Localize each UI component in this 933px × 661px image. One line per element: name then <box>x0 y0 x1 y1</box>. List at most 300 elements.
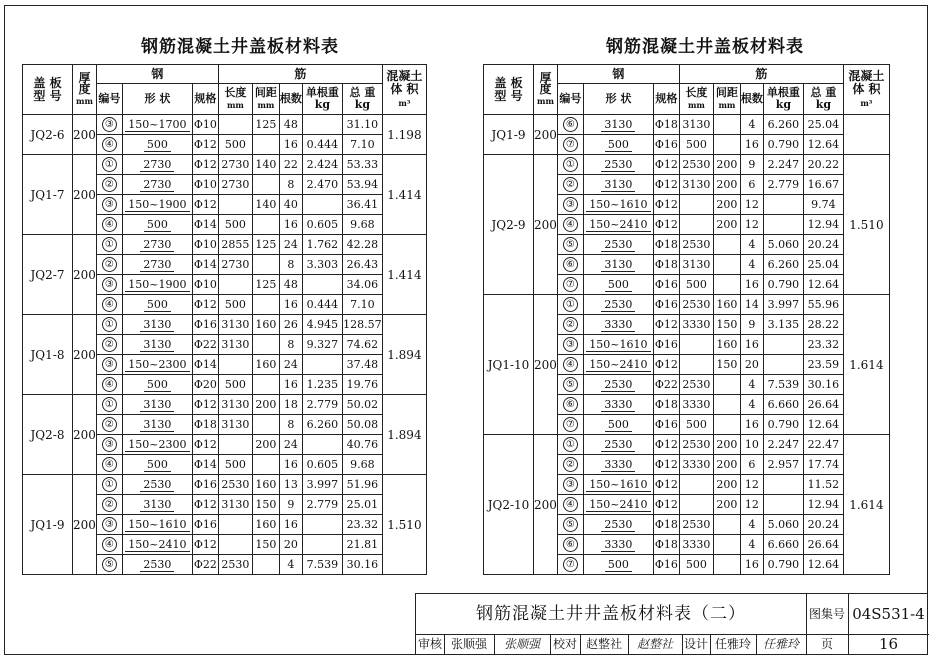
bar-shape: 3130 <box>140 399 174 412</box>
bar-unit: 0.605 <box>302 455 342 475</box>
bar-number-cell <box>557 395 583 415</box>
bar-shape: 500 <box>144 139 171 152</box>
plate-thickness: 200 <box>73 155 97 235</box>
header-concrete <box>382 65 426 115</box>
bar-number-cell <box>96 275 122 295</box>
bar-count: 24 <box>279 435 302 455</box>
bar-unit <box>302 115 342 135</box>
bar-length: 500 <box>218 215 252 235</box>
bar-length <box>218 435 252 455</box>
header-text: 型 号 <box>494 88 523 103</box>
bar-unit: 6.260 <box>302 415 342 435</box>
bar-spacing: 160 <box>252 475 279 495</box>
bar-number: ⑤ <box>102 557 117 572</box>
bar-spacing <box>252 135 279 155</box>
header-thickness <box>534 65 558 115</box>
bar-number: ④ <box>102 537 117 552</box>
bar-spacing: 200 <box>713 475 740 495</box>
bar-number: ② <box>563 457 578 472</box>
bar-unit: 0.444 <box>302 295 342 315</box>
bar-unit: 3.997 <box>302 475 342 495</box>
bar-number: ⑤ <box>563 237 578 252</box>
bar-shape-cell <box>122 335 192 355</box>
bar-total: 9.74 <box>803 195 843 215</box>
bar-number-cell <box>557 515 583 535</box>
table-row <box>484 155 890 175</box>
bar-number: ④ <box>102 457 117 472</box>
bar-length <box>218 355 252 375</box>
bar-total: 30.16 <box>803 375 843 395</box>
bar-shape: 3130 <box>140 319 174 332</box>
bar-number-cell <box>557 295 583 315</box>
bar-count: 16 <box>740 135 763 155</box>
bar-total: 28.22 <box>803 315 843 335</box>
bar-spec: Φ18 <box>653 235 679 255</box>
bar-unit: 2.957 <box>763 455 803 475</box>
bar-spacing: 150 <box>252 535 279 555</box>
header-col-space-1 <box>713 84 740 115</box>
table-row <box>23 235 427 255</box>
bar-spec: Φ16 <box>653 275 679 295</box>
header-text: 规格 <box>655 92 678 105</box>
bar-shape: 2530 <box>140 559 174 572</box>
plate-model: JQ2-6 <box>23 115 73 155</box>
bar-spacing: 200 <box>713 155 740 175</box>
bar-number-cell <box>557 175 583 195</box>
right-table-title: 钢筋混凝土井盖板材料表 <box>606 37 804 57</box>
table-row <box>484 435 890 455</box>
bar-number: ① <box>102 317 117 332</box>
bar-number: ⑦ <box>563 277 578 292</box>
bar-number-cell <box>96 315 122 335</box>
bar-count: 16 <box>279 375 302 395</box>
bar-length <box>218 115 252 135</box>
bar-number-cell <box>96 515 122 535</box>
bar-spacing: 200 <box>252 435 279 455</box>
bar-shape-cell <box>122 455 192 475</box>
bar-count: 48 <box>279 115 302 135</box>
bar-shape-cell <box>122 275 192 295</box>
bar-unit <box>763 215 803 235</box>
bar-spacing <box>713 135 740 155</box>
bar-shape-cell <box>583 235 653 255</box>
bar-unit <box>763 495 803 515</box>
bar-length: 2530 <box>679 375 713 395</box>
bar-length: 3330 <box>679 395 713 415</box>
bar-shape: 3130 <box>601 259 635 272</box>
bar-shape-cell <box>583 295 653 315</box>
bar-number-cell <box>96 155 122 175</box>
bar-number-cell <box>96 455 122 475</box>
bar-shape-cell <box>122 175 192 195</box>
reviewer-signature: 张顺强 <box>494 634 551 654</box>
header-text: 间距 <box>715 86 738 99</box>
bar-length: 3130 <box>218 395 252 415</box>
bar-spacing: 150 <box>252 495 279 515</box>
plate-thickness: 200 <box>73 315 97 395</box>
bar-length: 3330 <box>679 535 713 555</box>
bar-shape-cell <box>122 215 192 235</box>
bar-shape: 3130 <box>140 499 174 512</box>
bar-shape: 150~1900 <box>125 279 189 292</box>
bar-number: ② <box>102 337 117 352</box>
bar-spacing <box>713 515 740 535</box>
bar-spec: Φ12 <box>192 535 218 555</box>
table-row <box>23 315 427 335</box>
bar-count: 4 <box>740 235 763 255</box>
concrete-volume: 1.510 <box>843 155 889 295</box>
checker-signature: 赵整社 <box>628 634 683 654</box>
bar-shape-cell <box>583 195 653 215</box>
title-block <box>415 593 928 655</box>
bar-spacing: 200 <box>713 195 740 215</box>
header-text: 盖 板 <box>33 75 62 90</box>
bar-length: 2530 <box>679 235 713 255</box>
bar-length: 2730 <box>218 255 252 275</box>
bar-total: 26.64 <box>803 395 843 415</box>
bar-spec: Φ12 <box>192 135 218 155</box>
bar-shape: 150~2410 <box>586 499 650 512</box>
header-text: mm <box>536 95 554 106</box>
bar-number-cell <box>557 455 583 475</box>
bar-spec: Φ12 <box>653 315 679 335</box>
plate-model: JQ1-10 <box>484 295 534 435</box>
bar-count: 12 <box>740 195 763 215</box>
bar-count: 20 <box>740 355 763 375</box>
bar-shape-cell <box>583 435 653 455</box>
bar-unit <box>763 195 803 215</box>
bar-length: 500 <box>218 135 252 155</box>
bar-number-cell <box>557 555 583 575</box>
design-label: 设计 <box>682 634 711 654</box>
bar-total: 20.24 <box>803 515 843 535</box>
bar-count: 8 <box>279 335 302 355</box>
bar-number-cell <box>96 115 122 135</box>
bar-spacing: 125 <box>252 235 279 255</box>
bar-count: 8 <box>279 415 302 435</box>
bar-unit <box>763 475 803 495</box>
bar-spec: Φ18 <box>653 255 679 275</box>
bar-number-cell <box>96 135 122 155</box>
bar-unit: 7.539 <box>302 555 342 575</box>
bar-shape-cell <box>583 455 653 475</box>
bar-count: 4 <box>740 515 763 535</box>
bar-shape: 150~1610 <box>586 479 650 492</box>
bar-length: 2855 <box>218 235 252 255</box>
bar-shape: 2530 <box>601 239 635 252</box>
bar-spec: Φ12 <box>653 215 679 235</box>
bar-length: 3130 <box>679 175 713 195</box>
bar-number: ⑦ <box>563 557 578 572</box>
plate-model: JQ1-8 <box>23 315 73 395</box>
bar-shape-cell <box>122 555 192 575</box>
bar-shape-cell <box>583 475 653 495</box>
bar-spec: Φ16 <box>653 295 679 315</box>
bar-shape-cell <box>583 535 653 555</box>
bar-unit <box>302 435 342 455</box>
plate-thickness: 200 <box>73 235 97 315</box>
bar-count: 16 <box>740 275 763 295</box>
bar-length: 2530 <box>679 435 713 455</box>
bar-length: 2530 <box>679 295 713 315</box>
bar-number: ④ <box>102 377 117 392</box>
bar-length: 2730 <box>218 175 252 195</box>
plate-thickness: 200 <box>73 475 97 575</box>
bar-shape-cell <box>583 275 653 295</box>
bar-unit: 5.060 <box>763 235 803 255</box>
bar-unit: 6.260 <box>763 115 803 135</box>
header-text: 根数 <box>740 92 763 105</box>
bar-total: 31.10 <box>342 115 382 135</box>
bar-unit: 2.424 <box>302 155 342 175</box>
bar-shape: 3130 <box>140 419 174 432</box>
bar-total: 42.28 <box>342 235 382 255</box>
bar-spacing: 140 <box>252 195 279 215</box>
header-text: 混凝土 <box>386 68 423 83</box>
bar-spacing: 160 <box>252 515 279 535</box>
bar-number-cell <box>557 195 583 215</box>
bar-shape-cell <box>122 195 192 215</box>
bar-length: 2530 <box>679 515 713 535</box>
bar-spec: Φ18 <box>653 515 679 535</box>
bar-spec: Φ14 <box>192 455 218 475</box>
bar-shape-cell <box>583 155 653 175</box>
bar-spec: Φ14 <box>192 255 218 275</box>
bar-count: 6 <box>740 455 763 475</box>
bar-shape: 2530 <box>601 379 635 392</box>
bar-number: ⑥ <box>563 397 578 412</box>
bar-spacing <box>252 335 279 355</box>
plate-thickness: 200 <box>73 115 97 155</box>
table-row <box>484 115 890 135</box>
header-thickness <box>73 65 97 115</box>
bar-number-cell <box>557 475 583 495</box>
bar-length <box>679 215 713 235</box>
plate-model: JQ1-9 <box>484 115 534 155</box>
bar-spec: Φ12 <box>653 195 679 215</box>
plate-thickness: 200 <box>73 395 97 475</box>
plate-model: JQ2-8 <box>23 395 73 475</box>
bar-count: 16 <box>740 555 763 575</box>
header-text: 厚 <box>78 70 91 85</box>
bar-spec: Φ12 <box>653 355 679 375</box>
plate-model: JQ1-9 <box>23 475 73 575</box>
bar-spacing <box>713 255 740 275</box>
bar-count: 9 <box>279 495 302 515</box>
bar-number: ④ <box>563 217 578 232</box>
bar-spec: Φ18 <box>653 115 679 135</box>
plate-thickness: 200 <box>534 115 558 155</box>
bar-number: ⑥ <box>563 257 578 272</box>
bar-unit: 2.470 <box>302 175 342 195</box>
bar-number-cell <box>96 555 122 575</box>
header-col-len-1 <box>679 84 713 115</box>
bar-shape: 2530 <box>601 159 635 172</box>
bar-spacing <box>713 555 740 575</box>
concrete-volume: 1.198 <box>382 115 426 155</box>
bar-spec: Φ12 <box>192 195 218 215</box>
bar-unit: 1.235 <box>302 375 342 395</box>
bar-spec: Φ16 <box>653 415 679 435</box>
bar-count: 16 <box>279 135 302 155</box>
bar-count: 16 <box>740 335 763 355</box>
bar-spec: Φ18 <box>653 535 679 555</box>
header-text: 钢 <box>612 66 625 81</box>
header-text: kg <box>354 98 371 111</box>
bar-spacing: 200 <box>713 215 740 235</box>
bar-count: 14 <box>740 295 763 315</box>
designer-signature: 任雅玲 <box>756 634 807 654</box>
bar-spacing: 150 <box>713 315 740 335</box>
header-text: 混凝土 <box>848 68 885 83</box>
bar-number: ④ <box>102 297 117 312</box>
concrete-volume: 1.894 <box>382 315 426 395</box>
atlas-label: 图集号 <box>806 594 849 635</box>
bar-total: 12.64 <box>803 415 843 435</box>
bar-shape: 2530 <box>601 439 635 452</box>
bar-total: 9.68 <box>342 215 382 235</box>
bar-shape: 150~2410 <box>586 219 650 232</box>
bar-spec: Φ16 <box>653 135 679 155</box>
bar-shape: 500 <box>605 139 632 152</box>
bar-count: 40 <box>279 195 302 215</box>
bar-total: 12.64 <box>803 275 843 295</box>
bar-length <box>218 275 252 295</box>
bar-total: 7.10 <box>342 295 382 315</box>
bar-spec: Φ14 <box>192 355 218 375</box>
bar-shape: 500 <box>144 379 171 392</box>
header-text: 度 <box>539 81 552 96</box>
header-text: mm <box>257 100 275 110</box>
review-label: 审核 <box>416 634 445 654</box>
bar-count: 12 <box>740 475 763 495</box>
bar-count: 10 <box>740 435 763 455</box>
bar-total: 16.67 <box>803 175 843 195</box>
bar-spec: Φ18 <box>192 415 218 435</box>
bar-number: ① <box>102 157 117 172</box>
drawing-title: 钢筋混凝土井井盖板材料表（二） <box>416 594 807 635</box>
bar-shape-cell <box>122 395 192 415</box>
bar-shape: 3330 <box>601 459 635 472</box>
bar-number-cell <box>557 435 583 455</box>
bar-spacing <box>713 275 740 295</box>
bar-total: 19.76 <box>342 375 382 395</box>
bar-number: ⑥ <box>563 117 578 132</box>
header-text: 长度 <box>224 86 247 99</box>
bar-total: 53.94 <box>342 175 382 195</box>
bar-unit: 1.762 <box>302 235 342 255</box>
page-label: 页 <box>806 634 849 654</box>
bar-number: ② <box>102 177 117 192</box>
bar-shape: 2730 <box>140 179 174 192</box>
bar-shape-cell <box>122 255 192 275</box>
bar-total: 128.57 <box>342 315 382 335</box>
bar-number: ⑦ <box>563 417 578 432</box>
bar-unit: 0.790 <box>763 555 803 575</box>
bar-number-cell <box>557 115 583 135</box>
bar-spacing: 125 <box>252 275 279 295</box>
table-row <box>23 395 427 415</box>
bar-total: 51.96 <box>342 475 382 495</box>
bar-spec: Φ16 <box>192 515 218 535</box>
bar-shape: 150~1610 <box>586 339 650 352</box>
header-text: 编号 <box>98 92 121 105</box>
bar-unit <box>763 335 803 355</box>
bar-count: 16 <box>279 515 302 535</box>
bar-spacing: 160 <box>252 355 279 375</box>
bar-shape: 500 <box>605 419 632 432</box>
bar-shape-cell <box>122 155 192 175</box>
bar-count: 9 <box>740 315 763 335</box>
bar-shape: 150~2410 <box>586 359 650 372</box>
bar-number: ③ <box>563 337 578 352</box>
header-model <box>484 65 534 115</box>
bar-shape: 2730 <box>140 239 174 252</box>
bar-shape-cell <box>583 415 653 435</box>
bar-total: 12.94 <box>803 495 843 515</box>
bar-spec: Φ12 <box>192 395 218 415</box>
bar-count: 6 <box>740 175 763 195</box>
bar-spec: Φ22 <box>653 375 679 395</box>
header-col-space-1 <box>252 84 279 115</box>
header-text: 根数 <box>279 92 302 105</box>
bar-length: 2530 <box>679 155 713 175</box>
bar-count: 4 <box>740 255 763 275</box>
concrete-volume: 1.894 <box>382 395 426 475</box>
bar-count: 4 <box>740 115 763 135</box>
bar-total: 21.81 <box>342 535 382 555</box>
bar-number: ① <box>563 437 578 452</box>
header-text: 单根重 <box>766 86 800 99</box>
bar-spec: Φ12 <box>192 155 218 175</box>
bar-spec: Φ16 <box>192 475 218 495</box>
bar-shape: 500 <box>605 559 632 572</box>
bar-spec: Φ12 <box>192 495 218 515</box>
bar-spacing <box>713 375 740 395</box>
bar-count: 4 <box>740 375 763 395</box>
bar-unit: 0.790 <box>763 275 803 295</box>
bar-number: ⑥ <box>563 537 578 552</box>
bar-number: ③ <box>563 197 578 212</box>
bar-length: 3330 <box>679 455 713 475</box>
table-row <box>23 155 427 175</box>
plate-model: JQ2-9 <box>484 155 534 295</box>
left-table-title: 钢筋混凝土井盖板材料表 <box>141 37 339 57</box>
bar-number-cell <box>557 235 583 255</box>
bar-number-cell <box>96 395 122 415</box>
bar-shape-cell <box>583 355 653 375</box>
header-model <box>23 65 73 115</box>
bar-number-cell <box>557 155 583 175</box>
bar-shape-cell <box>122 315 192 335</box>
header-col-len-1 <box>218 84 252 115</box>
bar-unit: 6.660 <box>763 395 803 415</box>
bar-spacing <box>713 415 740 435</box>
bar-total: 7.10 <box>342 135 382 155</box>
bar-length: 2730 <box>218 155 252 175</box>
bar-shape: 2530 <box>601 519 635 532</box>
bar-length <box>218 195 252 215</box>
right-material-table <box>483 64 890 575</box>
bar-spacing: 200 <box>713 435 740 455</box>
bar-total: 25.04 <box>803 115 843 135</box>
plate-thickness: 200 <box>534 435 558 575</box>
bar-spec: Φ16 <box>653 335 679 355</box>
bar-shape: 2730 <box>140 159 174 172</box>
bar-spec: Φ12 <box>653 155 679 175</box>
plate-model: JQ2-7 <box>23 235 73 315</box>
header-col-total-1 <box>803 84 843 115</box>
